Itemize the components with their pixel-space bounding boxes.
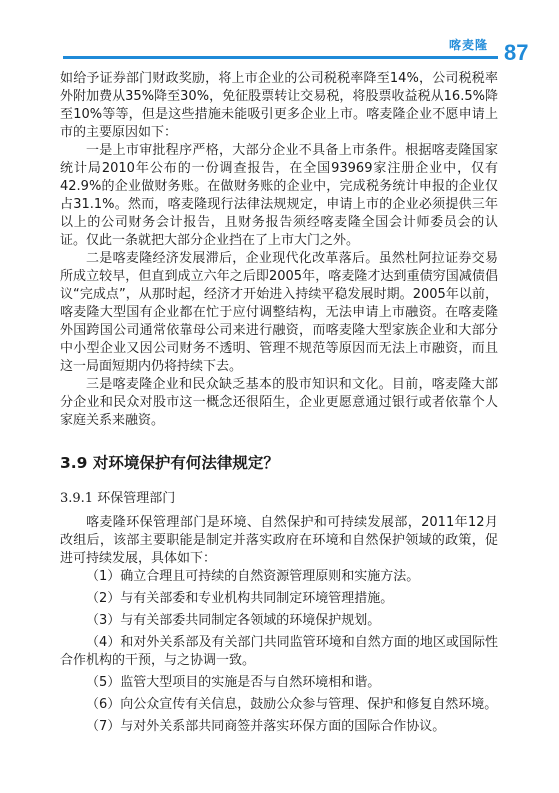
section-heading: 3.9 对环境保护有何法律规定？ — [60, 454, 279, 472]
list-item: （6）向公众宣传有关信息，鼓励公众参与管理、保护和修复自然环境。 — [86, 697, 498, 712]
list-item: （5）监管大型项目的实施是否与自然环境相和谐。 — [86, 675, 381, 690]
list-item: （7）与对外关系部共同商签并落实环保方面的国际合作协议。 — [86, 719, 446, 734]
reason-paragraph-1: 一是上市审批程序严格，大部分企业不具备上市条件。根据喀麦隆国家统计局2010年公布的一份调查报告，在全国93969家注册企业中，仅有42.9%的企业做财务账。在做财务账的企业中，完成税务统计申报的企业仅占31.1%。然而，喀麦隆现行法律法规规定，申请上市的企业必须提供三年以上的公司财务会计报告，且财务报告须经喀麦隆全国会计师委员会的认证。仅此一条就把大部分企业挡在了上市大门之外。 — [60, 143, 498, 248]
section-intro-paragraph: 喀麦隆环保管理部门是环境、自然保护和可持续发展部，2011年12月改组后，该部主要职能是制定并落实政府在环境和自然保护领域的政策，促进可持续发展，具体如下： — [60, 515, 498, 566]
subsection-heading: 3.9.1 环保管理部门 — [60, 491, 176, 506]
intro-paragraph: 如给予证券部门财政奖励，将上市企业的公司税税率降至14%，公司税税率外附加费从35%降至30%，免征股票转让交易税，将股票收益税从16.5%降至10%等等，但是这些措施未能吸引更多企业上市。喀麦隆企业不愿申请上市的主要原因如下： — [60, 71, 498, 140]
duty-list — [60, 568, 498, 736]
page-number: 87 — [504, 40, 529, 65]
list-item: （1）确立合理且可持续的自然资源管理原则和实施方法。 — [86, 569, 420, 584]
running-header-country: 喀麦隆 — [448, 38, 488, 52]
reason-paragraph-2: 二是喀麦隆经济发展滞后，企业现代化改革落后。虽然杜阿拉证券交易所成立较早，但直到成立六年之后即2005年，喀麦隆才达到重债穷国减债倡议“完成点”，从那时起，经济才开始进入持续平稳发展时期。2005年以前，喀麦隆大型国有企业都在忙于应付调整结构，无法申请上市融资。在喀麦隆外国跨国公司通常依靠母公司来进行融资，而喀麦隆大型家族企业和大部分中小型企业又因公司财务不透明、管理不规范等原因而无法上市融资，而且这一局面短期内仍将持续下去。 — [60, 251, 498, 374]
reason-paragraph-3: 三是喀麦隆企业和民众缺乏基本的股市知识和文化。目前，喀麦隆大部分企业和民众对股市这一概念还很陌生，企业更愿意通过银行或者依靠个人家庭关系来融资。 — [60, 377, 498, 428]
list-item: （2）与有关部委和专业机构共同制定环境管理措施。 — [86, 591, 394, 606]
page-body — [60, 70, 498, 740]
list-item: （4）和对外关系部及有关部门共同监管环境和自然方面的地区或国际性合作机构的干预，与之协调一致。 — [60, 635, 498, 668]
list-item: （3）与有关部委共同制定各领域的环境保护规划。 — [86, 613, 381, 628]
header-rule — [63, 56, 498, 59]
